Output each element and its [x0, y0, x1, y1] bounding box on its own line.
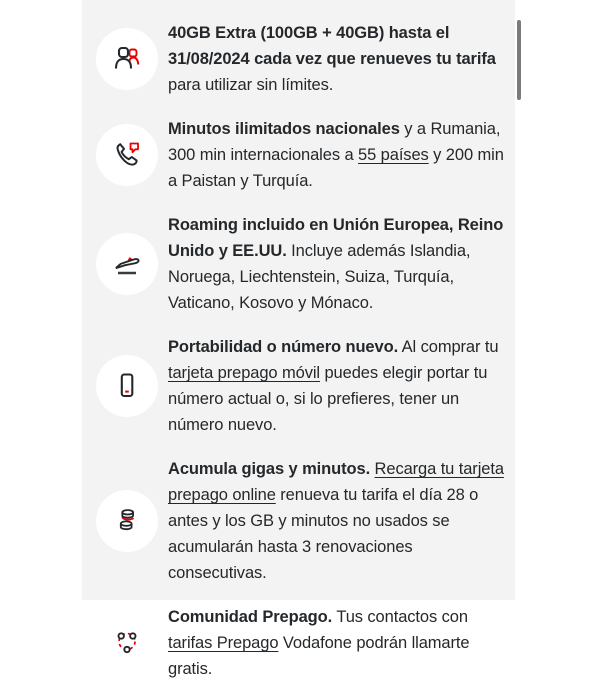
inline-link[interactable]: 55 países — [358, 146, 429, 164]
feature-icon-circle — [96, 28, 158, 90]
feature-row — [96, 334, 507, 438]
feature-icon-circle — [96, 233, 158, 295]
inline-link[interactable]: tarjeta prepago móvil — [168, 364, 320, 382]
feature-text — [168, 116, 507, 194]
text-segment: Portabilidad o número nuevo. — [168, 338, 399, 356]
feature-row — [96, 604, 507, 682]
phone-call-chat-icon — [109, 137, 145, 173]
text-segment: Vodafone podrán llamarte gratis. — [168, 634, 470, 678]
text-segment: para utilizar sin límites. — [168, 76, 334, 94]
text-segment: Minutos ilimitados nacionales — [168, 120, 400, 138]
text-segment: renueva tu tarifa el día 28 o antes y los GB y minutos no usados se acumularán hasta 3 renovaciones consecutivas. — [168, 486, 479, 582]
feature-text — [168, 604, 507, 682]
feature-text — [168, 212, 507, 316]
feature-row — [96, 212, 507, 316]
plane-takeoff-icon — [109, 246, 145, 282]
feature-icon-circle — [96, 612, 158, 674]
feature-row — [96, 116, 507, 194]
inline-link[interactable]: Recarga tu tarjeta prepago online — [168, 460, 504, 504]
feature-row — [96, 20, 507, 98]
coins-stack-icon — [109, 503, 145, 539]
text-segment: Comunidad Prepago. — [168, 608, 333, 626]
inline-link[interactable]: tarifas Prepago — [168, 634, 279, 652]
text-segment: y 200 min a Paistan y Turquía. — [168, 146, 504, 190]
smartphone-icon — [109, 368, 145, 404]
text-segment: Acumula gigas y minutos. — [168, 460, 371, 478]
feature-text — [168, 456, 507, 586]
features-panel — [82, 0, 515, 678]
feature-text — [168, 334, 507, 438]
community-icon — [109, 625, 145, 661]
feature-icon-circle — [96, 355, 158, 417]
feature-icon-circle — [96, 124, 158, 186]
dual-users-icon — [109, 41, 145, 77]
feature-row — [96, 456, 507, 586]
text-segment: Incluye además Islandia, Noruega, Liechtenstein, Suiza, Turquía, Vaticano, Kosovo y Mónaco. — [168, 242, 471, 312]
text-segment: Al comprar tu — [398, 338, 499, 356]
text-segment: Roaming incluido en Unión Europea, Reino Unido y EE.UU. — [168, 216, 504, 260]
text-segment: puedes elegir portar tu número actual o, si lo prefieres, tener un número nuevo. — [168, 364, 488, 434]
scrollbar-thumb[interactable] — [517, 20, 521, 100]
text-segment: y a Rumania, 300 min internacionales a — [168, 120, 501, 164]
feature-text — [168, 20, 507, 98]
text-segment: 40GB Extra (100GB + 40GB) hasta el 31/08/2024 cada vez que renueves tu tarifa — [168, 24, 496, 68]
text-segment: Tus contactos con — [332, 608, 468, 626]
feature-icon-circle — [96, 490, 158, 552]
